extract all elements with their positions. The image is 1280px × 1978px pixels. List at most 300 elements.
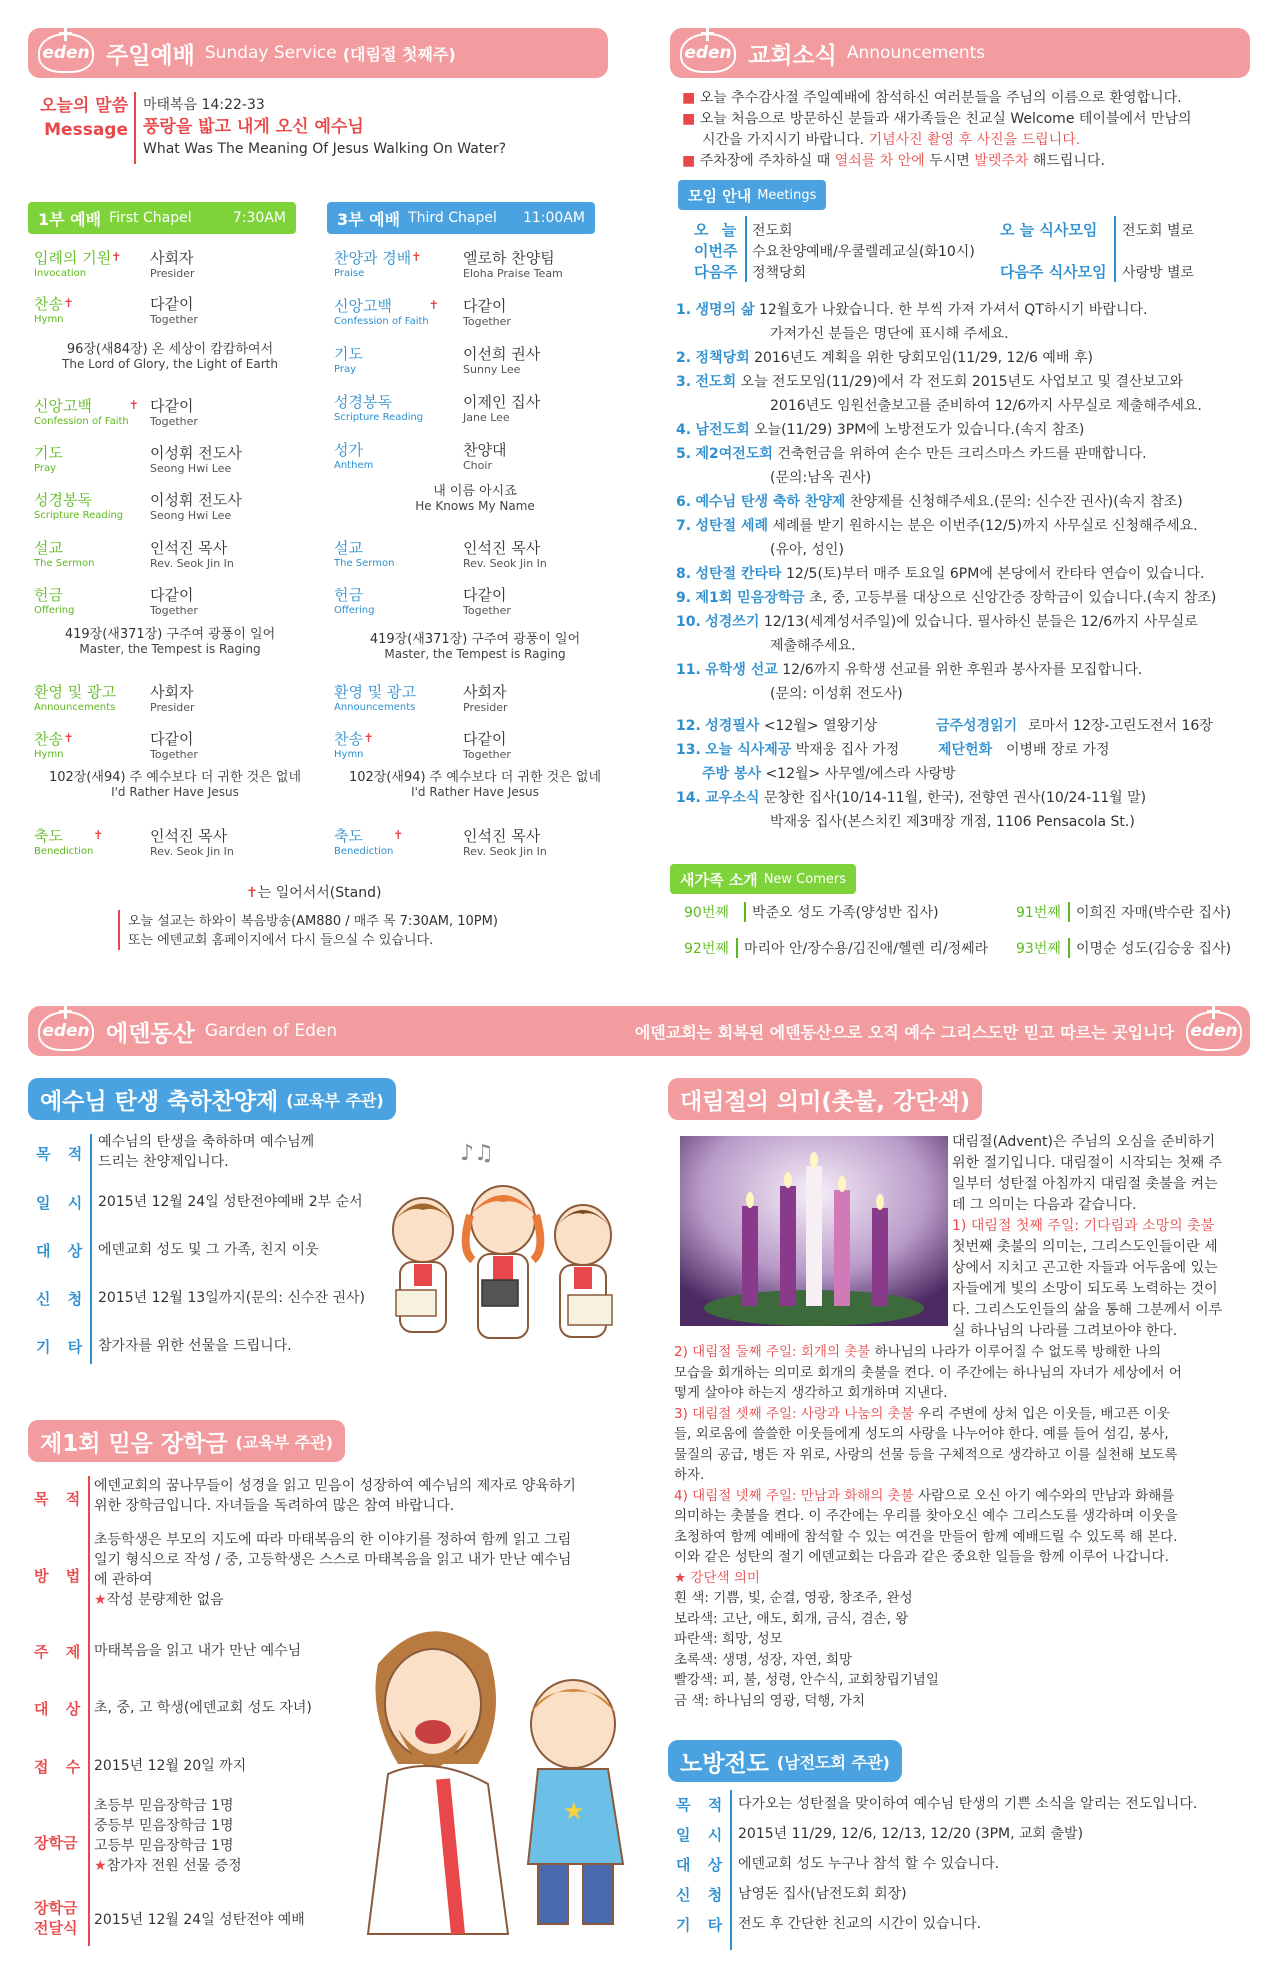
service-item-en: The Sermon (34, 558, 95, 569)
scholar-v3: 마태복음을 읽고 내가 만난 예수님 (94, 1643, 302, 1659)
nc-a: 90번째 (684, 905, 729, 921)
service-item-en: Hymn (34, 749, 64, 760)
square-bullet-icon: ■ (682, 111, 696, 127)
street-v2: 2015년 11/29, 12/6, 12/13, 12/20 (3PM, 교회 출발) (738, 1826, 1084, 1842)
service-who-en: Presider (150, 267, 195, 280)
message-label-en: Message (44, 120, 128, 140)
f-row-label (34, 827, 104, 859)
ann-item (676, 490, 1256, 514)
f-row-who (150, 296, 198, 327)
ann-item-num: 6. (676, 494, 692, 510)
child-figure (528, 1680, 623, 1924)
service-item-en: Confession of Faith (34, 416, 129, 427)
service-item-ko: 설교 (34, 539, 63, 557)
meet-r2a: 이번주 (694, 242, 738, 260)
ann-key-13: 오늘 식사제공 (705, 742, 792, 758)
ann-key-13c: 주방 봉사 (702, 766, 761, 782)
service-who-ko: 사회자 (150, 249, 194, 267)
street-v5: 전도 후 간단한 친교의 시간이 있습니다. (738, 1916, 982, 1932)
hymn-419-ko-3: 419장(새371장) 구주여 광풍이 일어 (369, 632, 581, 647)
f-row-label (34, 492, 123, 523)
service-item-en: Benediction (34, 846, 94, 857)
hymn-102-ko-3: 102장(새94) 주 예수보다 더 귀한 것은 없네 (348, 770, 602, 785)
garden-slogan: 에덴교회는 회복된 에덴동산으로 오직 예수 그리스도만 믿고 따르는 곳입니다 (634, 1022, 1174, 1042)
ann-line-2: 시간을 가지시기 바랍니다. (702, 132, 865, 148)
meetings-en: Meetings (757, 187, 817, 203)
street-l4: 신 청 (676, 1886, 729, 1904)
advent-candles-image (680, 1136, 948, 1326)
service-who-ko: 인석진 목사 (150, 827, 228, 845)
third-chapel-pill (327, 202, 595, 234)
cross-icon: ✝ (246, 885, 258, 901)
advent-p2-3: 다. 그리스도인들의 삶을 통해 그분께서 이루 (952, 1302, 1223, 1318)
eden-logo-icon-2: eden (680, 33, 736, 73)
scholar-v6 (94, 1796, 242, 1876)
service-item-ko: 신앙고백 (34, 397, 92, 415)
f-row-label (34, 540, 94, 571)
scholar-v6a: 초등부 믿음장학금 1명 (94, 1798, 234, 1814)
third-chapel-label: 3부 예배 (337, 209, 401, 229)
message-divider (134, 92, 136, 164)
ann-item-key: 성탄절 칸타타 (695, 566, 782, 582)
ann-text-14: 문창한 집사(10/14-11월, 한국), 전향연 권사(10/24-11월 말) (763, 790, 1147, 806)
f-row-label (34, 397, 139, 429)
ann-line-4: 주차장에 주차하실 때 (699, 153, 831, 169)
ann-item (676, 634, 1256, 658)
scholar-v6c: 고등부 믿음장학금 1명 (94, 1838, 234, 1854)
service-item-ko: 기도 (334, 345, 363, 363)
broadcast-note (128, 912, 498, 950)
service-item-en: Pray (334, 364, 357, 375)
service-item-ko: 헌금 (334, 586, 363, 604)
scholar-l7a: 장학금 (34, 1899, 78, 1917)
service-who-ko: 사회자 (150, 683, 194, 701)
service-who-ko: 다같이 (150, 586, 194, 604)
ann-item-num: 9. (676, 590, 692, 606)
t-row-who (463, 828, 547, 859)
scholar-v6b: 중등부 믿음장학금 1명 (94, 1818, 234, 1834)
cross-icon: ✝ (93, 828, 104, 842)
choir-l3: 대 상 (36, 1242, 89, 1260)
f-row-label (34, 730, 74, 762)
service-item-ko: 환영 및 광고 (34, 683, 116, 701)
ann-item-num: 5. (676, 446, 692, 462)
hymn-419-ko: 419장(새371장) 구주여 광풍이 일어 (64, 627, 276, 642)
service-item-ko: 성가 (334, 441, 363, 459)
svg-text:♪♫: ♪♫ (460, 1141, 494, 1166)
scholar-v2d: 작성 분량제한 없음 (106, 1592, 224, 1608)
street-l3: 대 상 (676, 1856, 729, 1874)
ann-item (676, 514, 1256, 538)
ann-item-key: 제1회 믿음장학금 (695, 590, 805, 606)
f-row-who (150, 492, 242, 523)
sunday-service-header (28, 28, 608, 78)
service-item-ko: 찬송 (334, 730, 363, 748)
ann-item-num: 8. (676, 566, 692, 582)
service-item-en: Benediction (334, 846, 394, 857)
t-row-label (334, 346, 363, 377)
service-who-en: Rev. Seok Jin In (463, 557, 547, 570)
f-row-who (150, 398, 198, 429)
advent-h2: 2) 대림절 둘째 주일: 회개의 촛불 (674, 1344, 871, 1360)
ann-item-text: 찬양제를 신청해주세요.(문의: 신수잔 권사)(속지 참조) (849, 494, 1183, 510)
advent-h4: 4) 대림절 넷째 주일: 만남과 화해의 촛불 (674, 1487, 914, 1504)
anthem-title (330, 484, 620, 514)
t-row-label (334, 297, 439, 329)
advent-p1 (952, 1132, 1252, 1342)
ann-item (676, 322, 1256, 346)
ann-item-key: 예수님 탄생 축하 찬양제 (695, 494, 846, 510)
square-bullet-icon: ■ (682, 153, 696, 169)
sunday-sub: (대림절 첫째주) (342, 44, 456, 64)
t-row-label (334, 684, 416, 715)
ann-num-12: 12. (676, 718, 701, 734)
advent-p1-2: 일부터 성탄절 아침까지 대림절 촛불을 켜는 (952, 1176, 1218, 1192)
advent-p5-0: 사람으로 오신 아기 예수와의 만남과 화해를 (918, 1487, 1175, 1504)
cross-icon: ✝ (111, 250, 122, 264)
ann-item (676, 658, 1256, 682)
service-who-ko: 찬양대 (463, 441, 507, 459)
f-row-who (150, 587, 198, 618)
service-who-en: Seong Hwi Lee (150, 509, 232, 522)
scholar-l7b: 전달식 (34, 1919, 78, 1937)
ann-line-7: 발렛주차 (974, 153, 1029, 169)
ann-item-key: 전도회 (695, 374, 737, 390)
scholar-section-title (28, 1420, 345, 1462)
f-row-label (34, 249, 122, 281)
advent-h2-row (674, 1342, 1254, 1363)
street-l2: 일 시 (676, 1826, 729, 1844)
hymn-96-ko: 96장(새84장) 온 세상이 캄캄하여서 (66, 342, 274, 357)
service-who-ko: 다같이 (150, 295, 194, 313)
service-who-ko: 이선희 권사 (463, 345, 541, 363)
meet-r3a: 다음주 (694, 263, 738, 281)
service-who-en: Seong Hwi Lee (150, 462, 232, 475)
advent-p4-3: 하자. (674, 1467, 705, 1483)
service-who-ko: 다같이 (150, 397, 194, 415)
scholar-l4: 대 상 (34, 1700, 87, 1718)
hymn-102-third (330, 770, 620, 800)
nc-ab: 박준오 성도 가족(양성반 집사) (744, 902, 939, 922)
t-row-who (463, 684, 508, 715)
service-who-en: Together (150, 415, 198, 428)
t-row-label (334, 730, 374, 762)
service-item-en: Pray (34, 463, 57, 474)
ann-item-key: 남전도회 (695, 422, 750, 438)
service-who-en: Choir (463, 459, 492, 472)
service-item-en: Confession of Faith (334, 316, 429, 327)
ann-item-text: 2016년도 임원선출보고를 준비하여 12/6까지 사무실로 제출해주세요. (770, 398, 1202, 414)
service-item-ko: 축도 (34, 827, 63, 845)
ann-num-13: 13. (676, 742, 701, 758)
ann-item-key: 유학생 선교 (705, 662, 778, 678)
advent-p5-1: 의미하는 촛불을 켠다. 이 주간에는 우리를 찾아오신 예수 그리스도를 생각하며 이웃을 (674, 1508, 1178, 1524)
jesus-and-child-illustration (338, 1604, 650, 1944)
advent-h4-row (674, 1486, 1254, 1507)
choir-title: 예수님 탄생 축하찬양제 (40, 1088, 279, 1115)
scholar-l5: 접 수 (34, 1758, 87, 1776)
service-item-ko: 성경봉독 (34, 491, 92, 509)
advent-title: 대림절의 의미(촛불, 강단색) (680, 1088, 971, 1115)
hymn-102-ko: 102장(새94) 주 예수보다 더 귀한 것은 없네 (48, 770, 302, 785)
nc-c: 92번째 (684, 941, 729, 957)
ann-bullet-2b (682, 130, 1242, 151)
service-item-ko: 찬송 (34, 295, 63, 313)
cross-icon: ✝ (63, 731, 74, 745)
hymn-96-en: The Lord of Glory, the Light of Earth (62, 357, 278, 371)
ann-item-text: 12/13(세계성서주일)에 있습니다. 필사하신 분들은 12/6까지 사무실로 (763, 614, 1198, 630)
service-item-ko: 입례의 기원 (34, 249, 112, 267)
ann-key-12b: 금주성경읽기 (936, 718, 1018, 734)
service-who-en: Rev. Seok Jin In (150, 557, 234, 570)
ann-text-12: <12월> 열왕기상 (763, 718, 878, 734)
ann-item-text: (문의: 이성휘 전도사) (770, 686, 903, 702)
scholar-l2: 방 법 (34, 1567, 87, 1585)
third-chapel-en: Third Chapel (408, 210, 497, 226)
ann-item (676, 442, 1256, 466)
t-row-who (463, 442, 506, 473)
service-who-ko: 이성휘 전도사 (150, 444, 242, 462)
advent-p1-0: 대림절(Advent)은 주님의 오심을 준비하기 (952, 1134, 1216, 1150)
t-row-who (463, 346, 540, 377)
t-row-who (463, 731, 511, 762)
service-item-en: The Sermon (334, 558, 395, 569)
t-row-label (334, 442, 373, 473)
square-bullet-icon: ■ (682, 90, 696, 106)
street-v1: 다가오는 성탄절을 맞이하여 예수님 탄생의 기쁜 소식을 알리는 전도입니다. (738, 1796, 1198, 1812)
ann-item-text: 초, 중, 고등부를 대상으로 신앙간증 장학금이 있습니다.(속지 참조) (809, 590, 1217, 606)
message-label (36, 94, 128, 142)
service-item-en: Hymn (34, 314, 64, 325)
advent-h5-row (674, 1568, 1254, 1589)
eden-logo-icon: eden (38, 33, 94, 73)
service-item-en: Announcements (34, 702, 116, 713)
star-icon-3: ★ (674, 1569, 687, 1586)
service-who-ko: 이성휘 전도사 (150, 491, 242, 509)
t-row-label (334, 587, 375, 618)
meet-r1d: 전도회 별로 (1122, 223, 1195, 239)
ann-key-12: 성경필사 (705, 718, 760, 734)
service-item-en: Anthem (334, 460, 374, 471)
service-who-en: Presider (463, 701, 508, 714)
advent-color-5: 금 색: 하나님의 영광, 덕행, 가치 (674, 1692, 866, 1709)
ann-item (676, 418, 1256, 442)
nc-bb: 이희진 자매(박수란 집사) (1068, 902, 1231, 922)
service-who-en: Eloha Praise Team (463, 267, 563, 280)
scholar-v1 (94, 1476, 576, 1516)
ann-item (676, 610, 1256, 634)
advent-p4-2: 물질의 공급, 병든 자 위로, 사랑의 선물 등을 구체적으로 생각하고 이를 실천해 보도록 (674, 1446, 1178, 1463)
choir-v1b: 드리는 찬양제입니다. (98, 1154, 229, 1170)
hymn-96 (40, 342, 300, 372)
ann-item-key: 정책당회 (695, 350, 750, 366)
f-row-who (150, 540, 234, 571)
service-who-ko: 인석진 목사 (463, 827, 541, 845)
advent-color-4: 빨강색: 피, 불, 성령, 안수식, 교회창립기념일 (674, 1672, 939, 1688)
ann-item-num: 4. (676, 422, 692, 438)
street-l5: 기 타 (676, 1916, 729, 1934)
eden-logo-icon-3: eden (38, 1011, 94, 1051)
service-item-ko: 기도 (34, 444, 63, 462)
scholar-divider (88, 1476, 90, 1946)
service-item-ko: 성경봉독 (334, 393, 392, 411)
ann-item-num: 3. (676, 374, 692, 390)
scholar-l1: 목 적 (34, 1490, 87, 1508)
third-chapel-time: 11:00AM (522, 210, 585, 226)
advent-p4-0: 우리 주변에 상처 입은 이웃들, 배고픈 이웃 (918, 1405, 1170, 1422)
service-who-ko: 다같이 (150, 730, 194, 748)
scholar-l7 (34, 1898, 77, 1938)
scholar-sub: (교육부 주관) (235, 1432, 334, 1452)
service-item-ko: 환영 및 광고 (334, 683, 416, 701)
broadcast-line1: 오늘 설교는 하와이 복음방송(AM880 / 매주 목 7:30AM, 10PM) (128, 914, 498, 929)
sunday-title: 주일예배 (106, 42, 195, 69)
advent-p1-3: 데 그 의미는 다음과 같습니다. (952, 1197, 1137, 1213)
service-who-en: Rev. Seok Jin In (150, 845, 234, 858)
meet-r3d: 사랑방 별로 (1122, 265, 1195, 281)
ann-item-text: 2016년도 계획을 위한 당회모임(11/29, 12/6 예배 후) (754, 350, 1093, 366)
t-row-who (463, 250, 563, 281)
ann-item-num: 1. (676, 302, 692, 318)
advent-p2-0: 첫번째 촛불의 의미는, 그리스도인들이란 세 (952, 1239, 1218, 1255)
ann-item-text: 오늘 전도모임(11/29)에서 각 전도회 2015년도 사업보고 및 결산보고와 (740, 374, 1184, 390)
child-1 (393, 1198, 453, 1332)
service-who-en: Jane Lee (463, 411, 510, 424)
advent-p2-4: 실 하나님의 나라를 그려보아야 한다. (952, 1323, 1178, 1339)
street-section-title (668, 1740, 902, 1782)
advent-h5: 강단색 의미 (690, 1569, 760, 1586)
ann-item-text: (유아, 성인) (770, 542, 844, 558)
garden-title-en: Garden of Eden (204, 1021, 338, 1041)
hymn-102-en: I'd Rather Have Jesus (111, 785, 239, 799)
hymn-419-third (340, 632, 610, 662)
advent-p2-2: 자들에게 빛의 소망이 되도록 노력하는 것이 (952, 1281, 1218, 1297)
scholar-v1b: 위한 장학금입니다. 자녀들을 독려하여 많은 참여 바랍니다. (94, 1498, 455, 1514)
cross-icon: ✝ (63, 296, 74, 310)
ann-bullet-1 (682, 88, 1242, 109)
hymn-419-en: Master, the Tempest is Raging (79, 642, 261, 656)
service-item-ko: 헌금 (34, 586, 63, 604)
ann-item-14 (676, 786, 1256, 810)
scholar-v6d: 참가자 전원 선물 증정 (106, 1858, 242, 1874)
hymn-419-en-3: Master, the Tempest is Raging (384, 647, 566, 661)
meet-r3b: 정책당회 (752, 265, 807, 281)
garden-banner (28, 1006, 1250, 1056)
service-who-en: Together (463, 315, 511, 328)
advent-color-3: 초록색: 생명, 성장, 자연, 희망 (674, 1651, 853, 1668)
broadcast-divider (118, 910, 120, 950)
street-l1: 목 적 (676, 1796, 729, 1814)
scholar-v1a: 에덴교회의 꿈나무들이 성경을 읽고 믿음이 성장하여 예수님의 제자로 양육하기 (94, 1478, 576, 1494)
t-row-who (463, 587, 511, 618)
ann-item-num: 10. (676, 614, 701, 630)
message-body (143, 94, 506, 160)
jesus-figure (368, 1631, 508, 1934)
ann-item-key: 성경쓰기 (705, 614, 760, 630)
choir-v4: 2015년 12월 13일까지(문의: 신수잔 권사) (98, 1290, 365, 1306)
nc-b: 91번째 (1016, 905, 1061, 921)
ann-item-key: 성탄절 세례 (695, 518, 769, 534)
message-title-en: What Was The Meaning Of Jesus Walking On Water? (143, 141, 507, 157)
ann-item-14b (676, 810, 1256, 834)
ann-item (676, 394, 1256, 418)
choir-divider (90, 1134, 92, 1364)
service-item-ko: 찬송 (34, 730, 63, 748)
service-who-ko: 다같이 (463, 297, 507, 315)
ann-text-14b: 박재웅 집사(본스치킨 제3매장 개점, 1106 Pensacola St.) (770, 814, 1135, 830)
t-row-who (463, 298, 511, 329)
f-row-label (34, 587, 75, 618)
service-item-en: Scripture Reading (334, 412, 424, 423)
service-who-ko: 이제인 집사 (463, 393, 541, 411)
ann-line-5: 열쇠를 차 안에 (834, 153, 925, 169)
advent-h1: 1) 대림절 첫째 주일: 기다림과 소망의 촛불 (952, 1218, 1215, 1234)
hymn-419-first (40, 627, 300, 657)
cross-icon: ✝ (393, 828, 404, 842)
garden-title: 에덴동산 (106, 1020, 195, 1047)
ann-text-12b: 로마서 12장-고린도전서 16장 (1028, 718, 1213, 734)
service-item-en: Invocation (34, 268, 87, 279)
ann-item-text: 12/5(토)부터 매주 토요일 6PM에 본당에서 칸타타 연습이 있습니다. (786, 566, 1205, 582)
choir-v3: 에덴교회 성도 및 그 가족, 친지 이웃 (98, 1242, 319, 1258)
advent-p3-1: 모습을 회개하는 의미로 회개의 촛불을 켠다. 이 주간에는 하나님의 자녀가 세상에서 어 (674, 1364, 1182, 1381)
choir-v2: 2015년 12월 24일 성탄전야예배 2부 순서 (98, 1194, 363, 1210)
service-item-en: Hymn (334, 749, 364, 760)
choir-l4: 신 청 (36, 1290, 89, 1308)
cross-icon: ✝ (128, 398, 139, 412)
message-ref: 마태복음 14:22-33 (143, 97, 265, 113)
ann-item (676, 682, 1256, 706)
ann-item-key: 제2여전도회 (695, 446, 773, 462)
stand-note (246, 882, 381, 902)
anthem-en: He Knows My Name (415, 499, 535, 513)
f-row-label (34, 684, 116, 715)
advent-h3: 3) 대림절 셋째 주일: 사랑과 나눔의 촛불 (674, 1405, 914, 1422)
ann-item-text: 오늘(11/29) 3PM에 노방전도가 있습니다.(속지 참조) (754, 422, 1085, 438)
newcomers-en: New Comers (763, 871, 846, 887)
f-row-label (34, 295, 74, 327)
scholar-l3: 주 제 (34, 1643, 87, 1661)
service-who-en: Together (150, 313, 198, 326)
ann-key-13b: 제단헌화 (938, 742, 993, 758)
child-3 (555, 1205, 612, 1337)
ann-item-text: 12월호가 나왔습니다. 한 부씩 가져 가셔서 QT하시기 바랍니다. (758, 302, 1148, 318)
ann-line-1: 오늘 처음으로 방문하신 분들과 새가족들은 친교실 Welcome 테이블에서 만남의 (699, 111, 1192, 127)
cross-icon: ✝ (363, 731, 374, 745)
message-title: 풍랑을 밟고 내게 오신 예수님 (143, 117, 364, 137)
ann-text-13b: 이병배 장로 가정 (1006, 742, 1110, 758)
scholar-v4: 초, 중, 고 학생(에덴교회 성도 자녀) (94, 1700, 312, 1716)
f-row-who (150, 250, 195, 281)
eden-logo-icon-4: eden (1186, 1011, 1242, 1051)
ann-bullets (682, 88, 1242, 172)
nc-d: 93번째 (1016, 941, 1061, 957)
ann-item-text: 가져가신 분들은 명단에 표시해 주세요. (770, 326, 1009, 342)
ann-item-13 (676, 738, 1256, 762)
choir-v5: 참가자를 위한 선물을 드립니다. (98, 1338, 292, 1354)
broadcast-line2: 또는 에덴교회 홈페이지에서 다시 들으실 수 있습니다. (128, 933, 434, 948)
nc-db: 이명순 성도(김승웅 집사) (1068, 938, 1231, 958)
advent-p2-1: 상에서 지치고 곤고한 자들과 어두움에 있는 (952, 1260, 1218, 1276)
advent-section-title (668, 1078, 982, 1120)
advent-color-0: 흰 색: 기쁨, 빛, 순결, 영광, 창조주, 완성 (674, 1590, 913, 1606)
service-who-ko: 사회자 (463, 683, 507, 701)
f-row-label (34, 445, 63, 476)
ann-key-14: 교우소식 (705, 790, 760, 806)
service-who-en: Presider (150, 701, 195, 714)
scholar-v2a: 초등학생은 부모의 지도에 따라 마태복음의 한 이야기를 정하여 함께 읽고 그림 (94, 1532, 572, 1548)
service-who-ko: 인석진 목사 (150, 539, 228, 557)
